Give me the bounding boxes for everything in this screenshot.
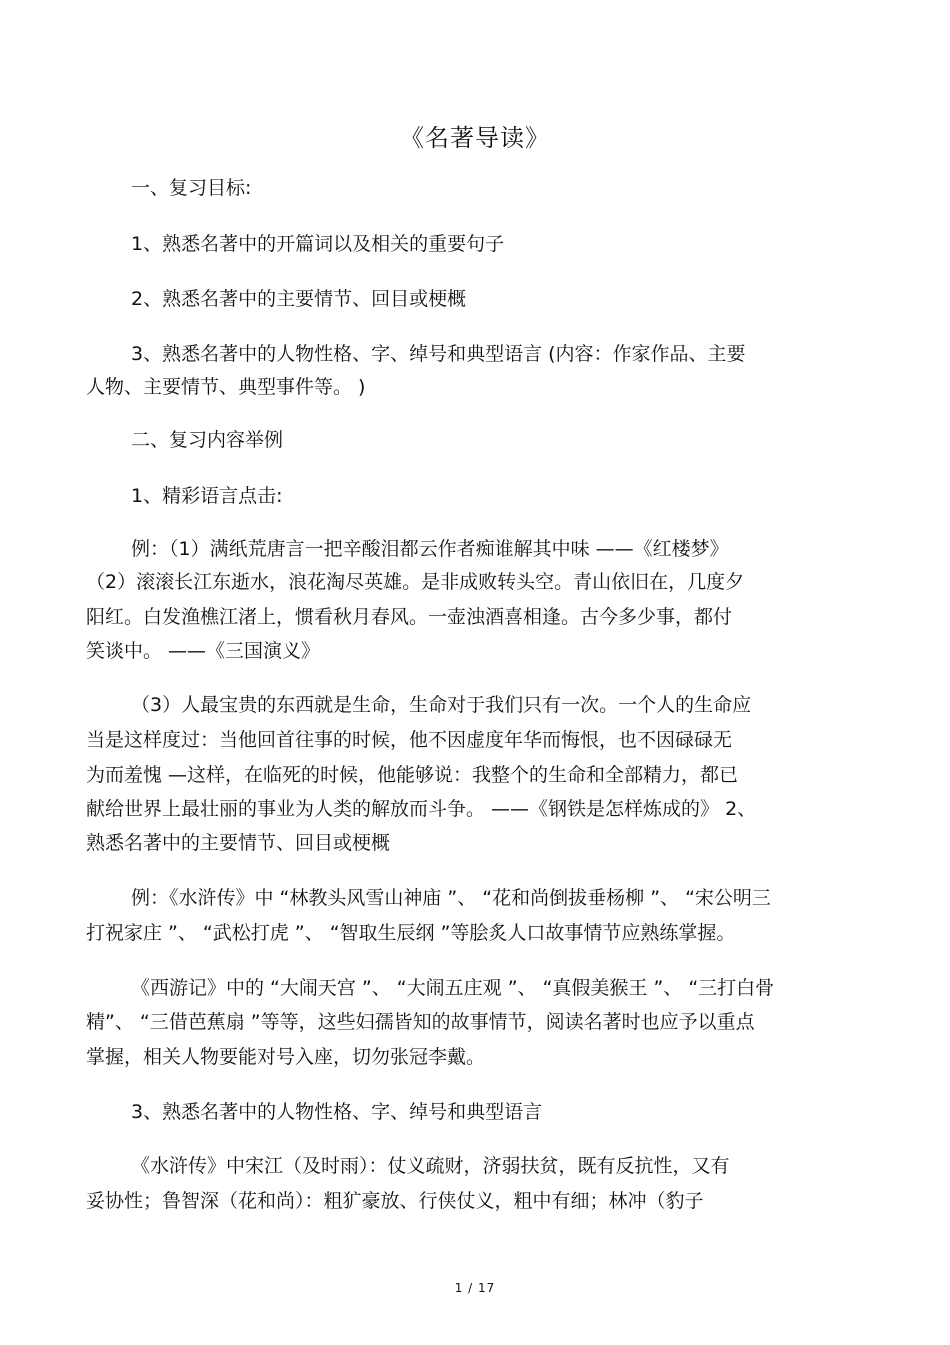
section-heading-goals: 一、复习目标:	[131, 177, 252, 199]
subsection-heading-1: 1、精彩语言点击:	[131, 485, 283, 507]
paragraph-line: 《西游记》中的 “大闹天宫 ”、 “大闹五庄观 ”、 “真假美猴王 ”、 “三打白骨	[131, 977, 775, 999]
paragraph-line: 笑谈中。 ——《三国演义》	[86, 640, 321, 662]
paragraph-line: 熟悉名著中的主要情节、回目或梗概	[86, 832, 391, 854]
paragraph-line: 阳红。白发渔樵江渚上，惯看秋月春风。一壶浊酒喜相逢。古今多少事，都付	[86, 606, 733, 628]
paragraph-line: 掌握，相关人物要能对号入座，切勿张冠李戴。	[86, 1046, 486, 1068]
paragraph-line: 妥协性；鲁智深（花和尚）：粗犷豪放、行侠仗义，粗中有细；林冲（豹子	[86, 1190, 704, 1212]
goal-item-1: 1、熟悉名著中的开篇词以及相关的重要句子	[131, 233, 505, 255]
paragraph-line: （3）人最宝贵的东西就是生命，生命对于我们只有一次。一个人的生命应	[131, 694, 752, 716]
goal-item-2: 2、熟悉名著中的主要情节、回目或梗概	[131, 288, 467, 310]
paragraph-line: 精”、 “三借芭蕉扇 ”等等，这些妇孺皆知的故事情节，阅读名著时也应予以重点	[86, 1011, 755, 1033]
paragraph-line: 当是这样度过：当他回首往事的时候，他不因虚度年华而悔恨，也不因碌碌无	[86, 729, 733, 751]
paragraph-line: 例：《水浒传》中 “林教头风雪山神庙 ”、 “花和尚倒拔垂杨柳 ”、 “宋公明三	[131, 887, 771, 909]
page-number: 1 / 17	[454, 1281, 496, 1295]
document-title: 《名著导读》	[400, 124, 550, 152]
goal-item-3: 3、熟悉名著中的人物性格、字、绰号和典型语言 (内容：作家作品、主要	[131, 343, 746, 365]
paragraph-line: 为而羞愧 —这样，在临死的时候，他能够说：我整个的生命和全部精力，都已	[86, 764, 739, 786]
section-heading-examples: 二、复习内容举例	[131, 429, 284, 451]
paragraph-line: （2）滚滚长江东逝水，浪花淘尽英雄。是非成败转头空。青山依旧在，几度夕	[86, 571, 745, 593]
paragraph-line: 例：（1）满纸荒唐言一把辛酸泪都云作者痴谁解其中味 ——《红楼梦》	[131, 538, 729, 560]
goal-item-3-cont: 人物、主要情节、典型事件等。 )	[86, 376, 366, 398]
paragraph-line: 打祝家庄 ”、 “武松打虎 ”、 “智取生辰纲 ”等脍炙人口故事情节应熟练掌握。	[86, 922, 736, 944]
subsection-heading-3: 3、熟悉名著中的人物性格、字、绰号和典型语言	[131, 1101, 543, 1123]
paragraph-line: 《水浒传》中宋江（及时雨）：仗义疏财，济弱扶贫，既有反抗性，又有	[131, 1155, 730, 1177]
paragraph-line: 献给世界上最壮丽的事业为人类的解放而斗争。 ——《钢铁是怎样炼成的》 2、	[86, 798, 757, 820]
